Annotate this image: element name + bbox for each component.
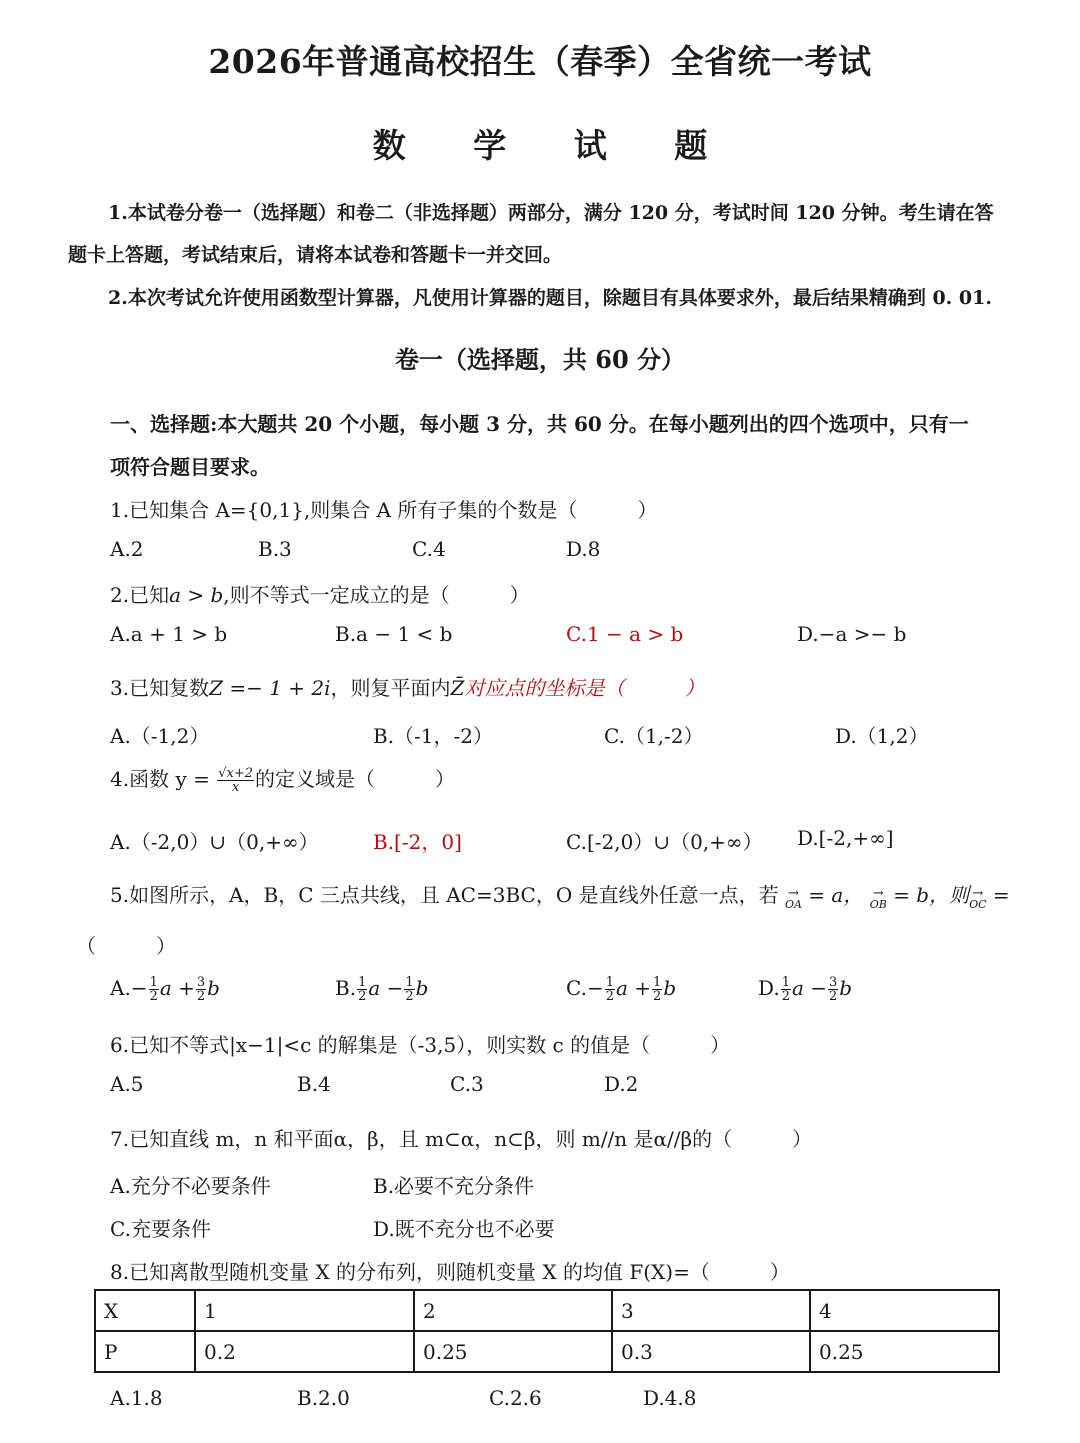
q3-option-b: B.（-1，-2）: [373, 724, 494, 748]
q4-stem-post: 的定义域是（ ）: [255, 767, 455, 791]
q5-stem: [110, 879, 1010, 910]
q5-vector-ob: → OB: [869, 886, 887, 911]
q8-option-b: B.2.0: [297, 1386, 350, 1410]
q6-option-a: A.5: [110, 1072, 144, 1096]
q4-stem: [110, 763, 455, 794]
q1-option-b: B.3: [258, 537, 292, 561]
table-cell: P: [95, 1331, 195, 1372]
q8-option-c: C.2.6: [489, 1386, 542, 1410]
q2-option-c: C.1 − a > b: [566, 622, 684, 646]
q8-stem: 8.已知离散型随机变量 X 的分布列，则随机变量 X 的均值 F(X)=（ ）: [110, 1260, 790, 1284]
table-cell: 0.25: [810, 1331, 999, 1372]
table-row: [95, 1290, 999, 1331]
table-row: [95, 1331, 999, 1372]
q3-option-c: C.（1,-2）: [604, 724, 704, 748]
instruction-1b: 题卡上答题，考试结束后，请将本试卷和答题卡一并交回。: [68, 244, 563, 266]
q2-stem-pre: 2.已知: [110, 583, 170, 607]
q6-option-c: C.3: [450, 1072, 484, 1096]
q3-option-a: A.（-1,2）: [110, 724, 210, 748]
q3-stem: [110, 672, 704, 701]
q3-option-d: D.（1,2）: [835, 724, 929, 748]
q2-option-a: A.a + 1 > b: [110, 622, 228, 646]
part1-intro-line1: 一、选择题:本大题共 20 个小题，每小题 3 分，共 60 分。在每小题列出的四个选项中，只有一: [110, 412, 969, 436]
q7-option-b: B.必要不充分条件: [373, 1174, 535, 1198]
q5-answer-paren: （ ）: [76, 934, 176, 958]
instruction-2: 2.本次考试允许使用函数型计算器，凡使用计算器的题目，除题目有具体要求外，最后结果精确到 0. 01.: [108, 287, 992, 309]
q5-stem-text: 5.如图所示，A，B，C 三点共线，且 AC=3BC，O 是直线外任意一点，若: [110, 883, 779, 907]
q7-option-d: D.既不充分也不必要: [373, 1217, 555, 1241]
q4-option-d: D.[-2,+∞]: [797, 826, 894, 850]
q4-option-a: A.（-2,0）∪（0,+∞）: [110, 830, 319, 854]
q3-stem-post: 对应点的坐标是（ ）: [464, 676, 705, 700]
distribution-table: [94, 1289, 1000, 1373]
q5-eq-end: =: [992, 883, 1010, 907]
q5-then: 则: [949, 883, 970, 907]
q2-stem-post: ,则不等式一定成立的是（ ）: [223, 583, 530, 607]
q4-option-c: C.[-2,0）∪（0,+∞）: [566, 830, 763, 854]
table-cell: X: [95, 1290, 195, 1331]
q3-stem-zbar: Z̄: [450, 676, 465, 700]
q4-option-b: B.[-2，0]: [373, 830, 462, 854]
q6-stem: 6.已知不等式|x−1|<c 的解集是（-3,5），则实数 c 的值是（ ）: [110, 1033, 731, 1057]
q5-option-a: A.− $\frac{1}{2}$ a + $\frac{3}{2}$ b: [110, 975, 220, 1004]
q2-stem: [110, 579, 530, 608]
q3-stem-pre: 3.已知复数: [110, 676, 210, 700]
q1-option-c: C.4: [412, 537, 446, 561]
exam-title: 2026年普通高校招生（春季）全省统一考试: [208, 42, 872, 81]
q7-option-c: C.充要条件: [110, 1217, 211, 1241]
table-cell: 0.2: [195, 1331, 414, 1372]
q5-option-b: B. $\frac{1}{2}$ a − $\frac{1}{2}$ b: [335, 975, 429, 1004]
q2-stem-math: a > b: [169, 583, 224, 607]
q7-option-a: A.充分不必要条件: [110, 1174, 271, 1198]
q2-option-b: B.a − 1 < b: [335, 622, 453, 646]
q1-stem: 1.已知集合 A={0,1},则集合 A 所有子集的个数是（ ）: [110, 498, 658, 522]
q3-stem-mid: ，则复平面内: [330, 676, 451, 700]
table-cell: 0.25: [414, 1331, 612, 1372]
q4-frac-num: √x+2: [218, 766, 253, 781]
q6-option-d: D.2: [604, 1072, 639, 1096]
subject-title: 数 学 试 题: [372, 126, 736, 165]
q5-vector-oc: → OC: [969, 886, 987, 911]
instruction-1a: 1.本试卷分卷一（选择题）和卷二（非选择题）两部分，满分 120 分，考试时间 120 分钟。考生请在答: [108, 202, 994, 224]
table-cell: 0.3: [612, 1331, 810, 1372]
q1-option-d: D.8: [566, 537, 601, 561]
q3-stem-math: Z =− 1 + 2i: [209, 676, 331, 700]
part1-intro-line2: 项符合题目要求。: [110, 455, 270, 479]
q4-stem-pre: 4.函数 y =: [110, 767, 210, 791]
q4-fraction: [217, 767, 254, 794]
q8-option-d: D.4.8: [643, 1386, 697, 1410]
table-cell: 3: [612, 1290, 810, 1331]
q4-frac-den: x: [231, 780, 240, 795]
q6-option-b: B.4: [297, 1072, 331, 1096]
q5-eq-b: = b，: [893, 883, 950, 907]
q5-vector-oa: → OA: [784, 886, 802, 911]
q7-stem: 7.已知直线 m，n 和平面α，β，且 m⊂α，n⊂β，则 m//n 是α//β的（ ）: [110, 1127, 813, 1151]
table-cell: 1: [195, 1290, 414, 1331]
q5-option-c: C.− $\frac{1}{2}$ a + $\frac{1}{2}$ b: [566, 975, 677, 1004]
q1-option-a: A.2: [110, 537, 144, 561]
q8-option-a: A.1.8: [110, 1386, 163, 1410]
q5-option-d: D. $\frac{1}{2}$ a − $\frac{3}{2}$ b: [758, 975, 853, 1004]
table-cell: 2: [414, 1290, 612, 1331]
table-cell: 4: [810, 1290, 999, 1331]
section-title: 卷一（选择题，共 60 分）: [394, 345, 686, 374]
q5-eq-a: = a，: [808, 883, 864, 907]
q2-option-d: D.−a >− b: [797, 622, 907, 646]
